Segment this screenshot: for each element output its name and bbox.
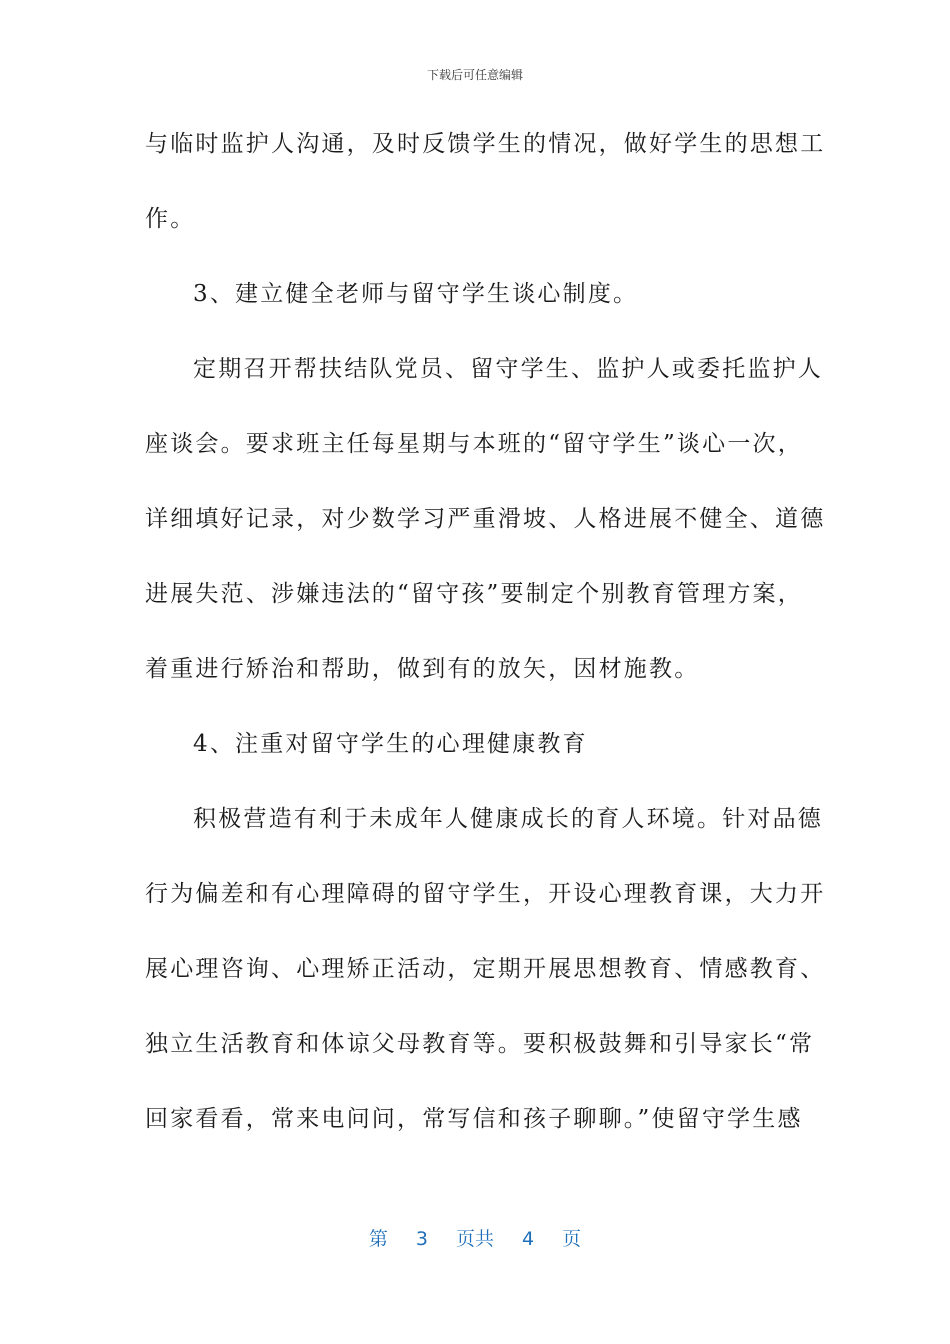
footer-label-of: 页共	[455, 1228, 494, 1250]
footer-label-page-end: 页	[562, 1228, 582, 1250]
body-line: 与临时监护人沟通，及时反馈学生的情况，做好学生的思想工	[145, 131, 826, 157]
footer-total-pages: 4	[522, 1228, 535, 1250]
section-heading: 3、建立健全老师与留守学生谈心制度。	[193, 281, 639, 307]
body-line: 着重进行矫治和帮助，做到有的放矢，因材施教。	[145, 656, 700, 682]
header-note: 下载后可任意编辑	[426, 68, 523, 82]
page-footer	[0, 1224, 950, 1251]
body-line: 积极营造有利于未成年人健康成长的育人环境。针对品德	[193, 806, 823, 832]
body-line: 进展失范、涉嫌违法的“留守孩”要制定个别教育管理方案，	[145, 581, 803, 607]
body-line: 详细填好记录，对少数学习严重滑坡、人格进展不健全、道德	[145, 506, 826, 532]
footer-current-page: 3	[415, 1228, 428, 1250]
body-line: 座谈会。要求班主任每星期与本班的“留守学生”谈心一次，	[145, 431, 803, 457]
footer-label-page: 第	[368, 1228, 388, 1250]
body-line: 回家看看，常来电问问，常写信和孩子聊聊。”使留守学生感	[145, 1106, 803, 1132]
body-line: 展心理咨询、心理矫正活动，定期开展思想教育、情感教育、	[145, 956, 826, 982]
body-line: 定期召开帮扶结队党员、留守学生、监护人或委托监护人	[193, 356, 823, 382]
document-body	[145, 127, 826, 1177]
body-line: 行为偏差和有心理障碍的留守学生，开设心理教育课，大力开	[145, 881, 826, 907]
body-line: 作。	[145, 206, 196, 232]
section-heading: 4、注重对留守学生的心理健康教育	[193, 731, 588, 757]
body-line: 独立生活教育和体谅父母教育等。要积极鼓舞和引导家长“常	[145, 1031, 815, 1057]
